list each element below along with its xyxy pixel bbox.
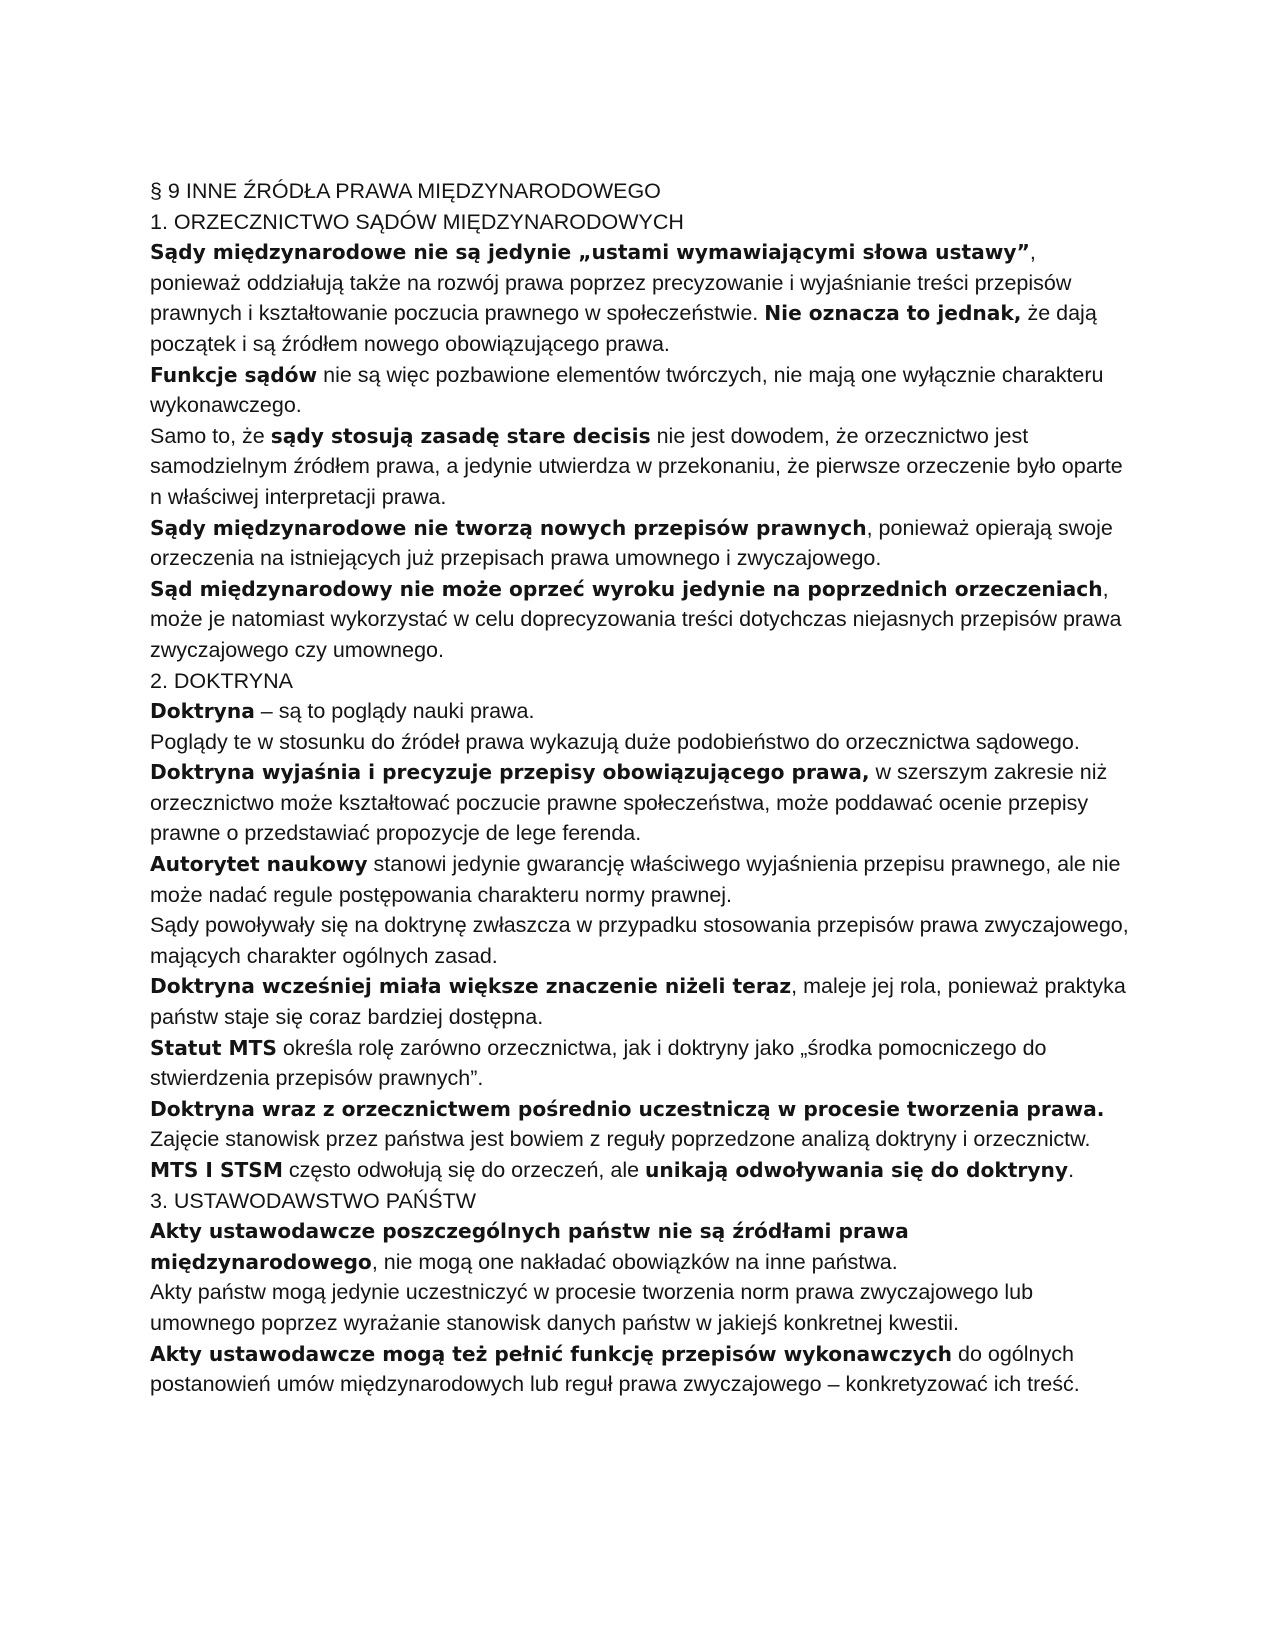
text-run: do ogólnych postanowień umów międzynarodowych lub reguł prawa zwyczajowego – konkretyzować ich treść. [150,1341,1080,1397]
document-page [150,176,1130,1400]
paragraph [150,513,1130,574]
text-run: Akty państw mogą jedynie uczestniczyć w procesie tworzenia norm prawa zwyczajowego lub umownego poprzez wyrażanie stanowisk danych państw w jakiejś konkretnej kwestii. [150,1280,1034,1335]
bold-text: Doktryna [150,699,255,724]
text-run: 3. USTAWODAWSTWO PAŃŚTW [150,1188,477,1213]
bold-text: Statut MTS [150,1035,277,1060]
paragraph [150,237,1130,359]
page-title: § 9 INNE ŹRÓDŁA PRAWA MIĘDZYNARODOWEGO [150,179,661,203]
bold-text: MTS I STSM [150,1158,283,1182]
paragraph [150,757,1130,849]
bold-text: sądy stosują zasadę stare decisis [270,423,651,448]
bold-text: Autorytet naukowy [150,852,368,877]
paragraph [150,1033,1130,1094]
paragraph [150,1277,1130,1338]
text-run: że dają początek i są źródłem nowego obowiązującego prawa. [150,301,1097,356]
section-heading [150,666,1130,697]
bold-text: unikają odwoływania się do doktryny [645,1158,1069,1182]
text-run: stanowi jedynie gwarancję właściwego wyjaśnienia przepisu prawnego, ale nie może nadać regule postępowania charakteru normy prawnej. [150,852,1121,907]
text-run: , maleje jej rola, ponieważ praktyka państw staje się coraz bardziej dostępna. [150,974,1126,1030]
text-run: często odwołują się do orzeczeń, ale [282,1158,646,1182]
bold-text: Funkcje sądów [150,362,318,387]
text-run: . [1068,1158,1075,1182]
paragraph [150,910,1130,971]
text-run: Zajęcie stanowisk przez państwa jest bowiem z reguły poprzedzone analizą doktryny i orzecznictw. [150,1127,1091,1152]
text-run: , może je natomiast wykorzystać w celu doprecyzowania treści dotychczas niejasnych przepisów prawa zwyczajowego czy umownego. [150,576,1122,662]
bold-text: Sądy międzynarodowe nie tworzą nowych przepisów prawnych [150,515,867,540]
bold-text: Doktryna wraz z orzecznictwem pośrednio uczestniczą w procesie tworzenia prawa. [150,1096,1105,1121]
section-heading [150,1186,1130,1217]
paragraph [150,1339,1130,1400]
text-run: Poglądy te w stosunku do źródeł prawa wykazują duże podobieństwo do orzecznictwa sądowego. [150,729,1080,754]
paragraph [150,360,1130,421]
bold-text: Sądy międzynarodowe nie są jedynie „ustami wymawiającymi słowa ustawy” [150,240,1030,265]
text-run: – są to poglądy nauki prawa. [254,699,535,724]
paragraph [150,1155,1130,1186]
document-body [150,207,1130,1400]
bold-text: Akty ustawodawcze poszczególnych państw nie są źródłami prawa międzynarodowego [150,1219,909,1274]
paragraph [150,696,1130,727]
text-run: 1. ORZECZNICTWO SĄDÓW MIĘDZYNARODOWYCH [150,209,684,234]
paragraph [150,421,1130,513]
paragraph [150,574,1130,666]
bold-text: Sąd międzynarodowy nie może oprzeć wyroku jedynie na poprzednich orzeczeniach [150,576,1103,601]
bold-text: Doktryna wcześniej miała większe znaczenie niżeli teraz [150,974,792,999]
bold-text: Doktryna wyjaśnia i precyzuje przepisy obowiązującego prawa, [150,760,870,785]
text-run: 2. DOKTRYNA [150,668,293,693]
paragraph [150,849,1130,910]
text-run: Sądy powoływały się na doktrynę zwłaszcza w przypadku stosowania przepisów prawa zwyczajowego, mających charakter ogólnych zasad. [150,913,1129,968]
section-heading [150,207,1130,238]
bold-text: Akty ustawodawcze mogą też pełnić funkcję przepisów wykonawczych [150,1341,953,1366]
text-run: w szerszym zakresie niż orzecznictwo może kształtować poczucie prawne społeczeństwa, może poddawać ocenie przepisy prawne o przedstawiać propozycje de lege ferenda. [150,760,1108,846]
text-run: , ponieważ oddziałują także na rozwój prawa poprzez precyzowanie i wyjaśnianie treści przepisów prawnych i kształtowanie poczucia prawnego w społeczeństwie. [150,240,1072,326]
text-run: , nie mogą one nakładać obowiązków na inne państwa. [371,1249,898,1274]
text-run: nie są więc pozbawione elementów twórczych, nie mają one wyłącznie charakteru wykonawczego. [150,362,1104,418]
text-run: , ponieważ opierają swoje orzeczenia na istniejących już przepisach prawa umownego i zwyczajowego. [150,515,1113,571]
text-run: Samo to, że [150,423,271,448]
paragraph [150,1094,1130,1155]
text-run: określa rolę zarówno orzecznictwa, jak i doktryny jako „środka pomocniczego do stwierdzenia przepisów prawnych”. [150,1035,1047,1091]
bold-text: Nie oznacza to jednak, [764,301,1022,326]
paragraph [150,971,1130,1032]
paragraph [150,1216,1130,1277]
text-run: nie jest dowodem, że orzecznictwo jest samodzielnym źródłem prawa, a jedynie utwierdza w przekonaniu, że pierwsze orzeczenie było oparte n właściwej interpretacji prawa. [150,423,1123,509]
paragraph [150,727,1130,758]
